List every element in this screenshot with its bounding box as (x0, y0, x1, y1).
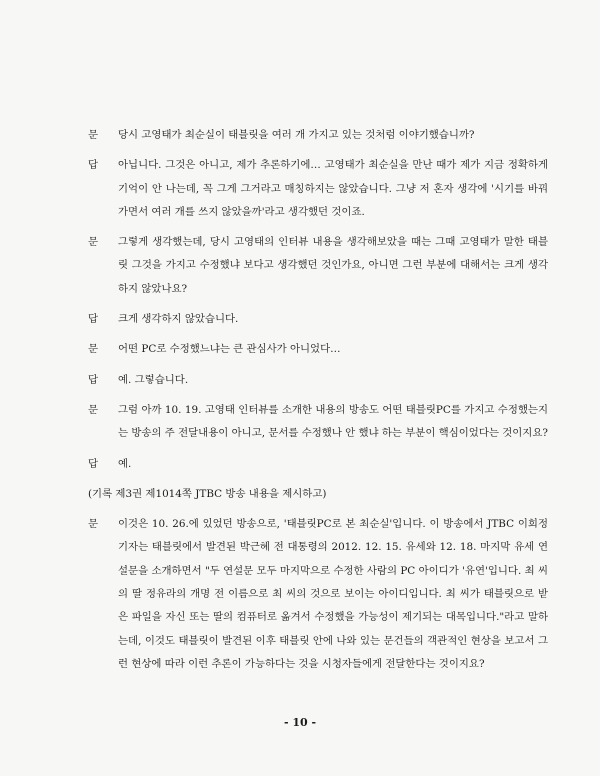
entry-label: 문 (88, 129, 99, 141)
entry-text: 어떤 PC로 수정했느냐는 큰 관심사가 아니었다… (118, 343, 341, 356)
answer-entry (88, 308, 548, 331)
entry-text: 예. (118, 457, 132, 470)
question-entry (88, 338, 548, 361)
question-entry (88, 399, 548, 446)
entry-label: 답 (88, 159, 99, 172)
entry-text: 그럼 아까 10. 19. 고영태 인터뷰를 소개한 내용의 방송도 어떤 태블릿PC를 가지고 수정했는지는 방송의 주 전달내용이 아니고, 문서를 수정했나 안 했냐 하는 부분이 핵심이었다는 것이지요? (118, 403, 548, 440)
qa-transcript (88, 124, 548, 676)
answer-entry (88, 453, 548, 476)
entry-label: 문 (88, 236, 99, 249)
entry-text: 당시 고영태가 최순실이 태블릿을 여러 개 가지고 있는 것처럼 이야기했습니까? (118, 129, 475, 141)
question-entry (88, 124, 548, 147)
entry-text: 이것은 10. 26.에 있었던 방송으로, '태블릿PC로 본 최순실'입니다. 이 방송에서 JTBC 이희정 기자는 태블릿에서 발견된 박근혜 전 대통령의 2012. 12. 15. 유세와 12. 18. 마지막 유세 연설문을 소개하면서 "두 연설문 모두 마지막으로 수정한 사람의 PC 아이디가 '유연'입니다. 최 씨의 딸 정유라의 개명 전 이름으로 최 씨의 것으로 보이는 아이디입니다. 최 씨가 태블릿으로 받은 파일을 자신 또는 딸의 컴퓨터로 옮겨서 수정했을 가능성이 제기되는 대목입니다."라고 말하는데, 이것도 태블릿이 발견된 이후 태블릿 안에 나와 있는 문건들의 객관적인 현상을 보고서 그런 현상에 따라 이런 추론이 가능하다는 것을 시청자들에게 전달한다는 것이지요? (118, 518, 548, 670)
entry-label: 문 (88, 518, 99, 531)
page-number: - 10 - (283, 716, 317, 729)
entry-label: 답 (88, 313, 99, 326)
answer-entry (88, 154, 548, 224)
answer-entry (88, 369, 548, 392)
entry-label: 문 (88, 343, 99, 356)
entry-label: 답 (88, 373, 99, 386)
exhibit-note: (기록 제3권 제1014쪽 JTBC 방송 내용을 제시하고) (88, 487, 327, 500)
entry-label: 문 (88, 403, 99, 416)
entry-text: 크게 생각하지 않았습니다. (118, 313, 239, 326)
entry-label: 답 (88, 457, 99, 470)
entry-text: 예. 그렇습니다. (118, 373, 189, 386)
question-entry (88, 513, 548, 676)
entry-text: 아닙니다. 그것은 아니고, 제가 추론하기에… 고영태가 최순실을 만난 때가 제가 지금 정확하게 기억이 안 나는데, 꼭 그게 그거라고 매칭하지는 않았습니다. 그냥 저 혼자 생각에 '시기를 바꿔가면서 여러 개를 쓰지 않았을까'라고 생각했던 것이죠. (118, 159, 548, 218)
question-entry (88, 231, 548, 301)
entry-text: 그렇게 생각했는데, 당시 고영태의 인터뷰 내용을 생각해보았을 때는 그때 고영태가 말한 태블릿 그것을 가지고 수정했냐 보다고 생각했던 것인가요, 아니면 그런 부분에 대해서는 크게 생각하지 않았나요? (118, 236, 548, 295)
